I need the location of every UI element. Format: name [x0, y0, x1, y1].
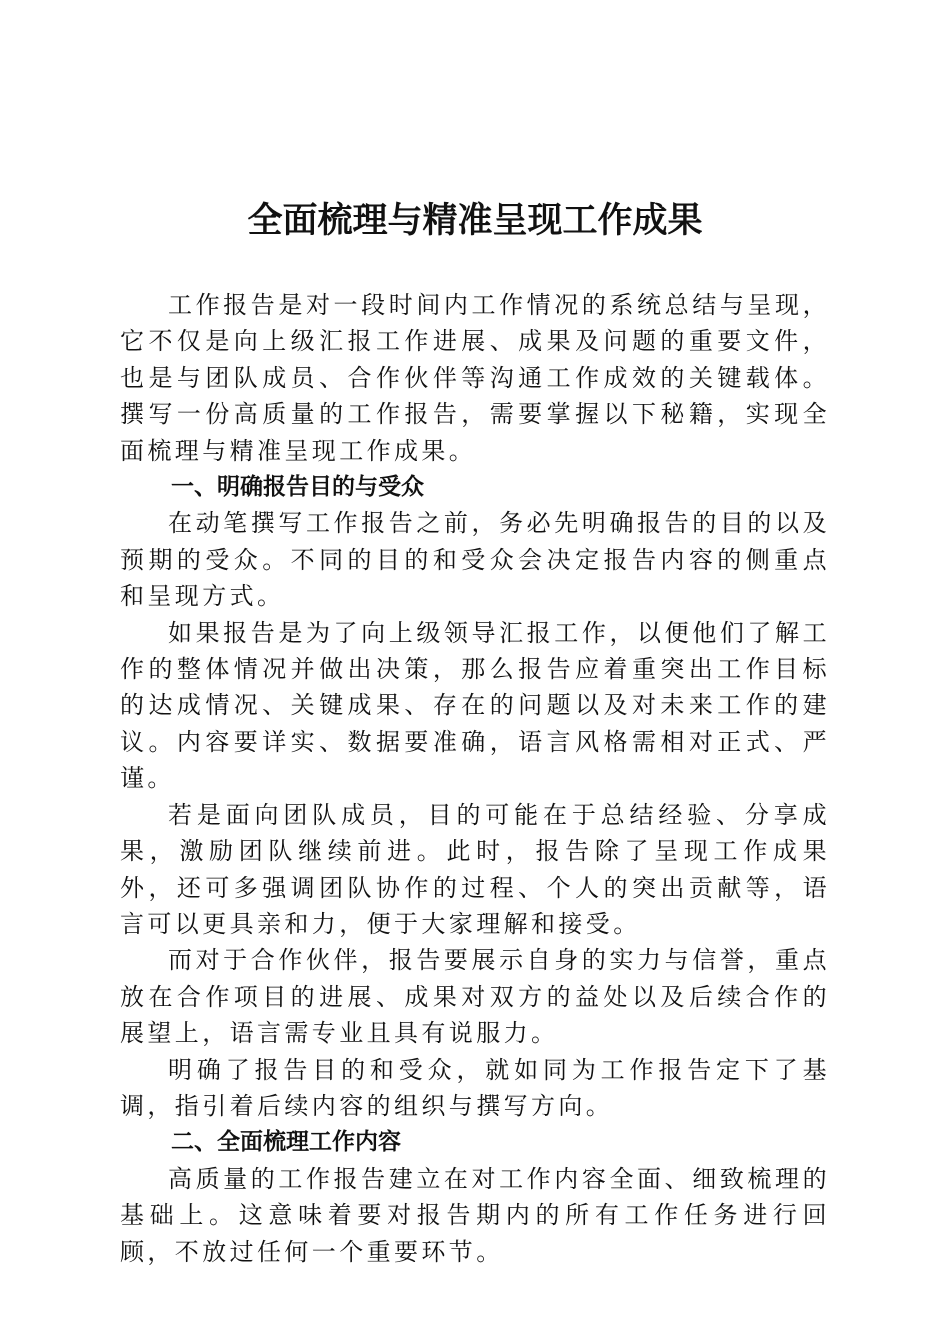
section-2-paragraph-1: 高质量的工作报告建立在对工作内容全面、细致梳理的基础上。这意味着要对报告期内的所有工作任务进行回顾，不放过任何一个重要环节。 [120, 1164, 830, 1266]
document-body [120, 287, 830, 1270]
document-title: 全面梳理与精准呈现工作成果 [247, 200, 703, 241]
intro-paragraph: 工作报告是对一段时间内工作情况的系统总结与呈现，它不仅是向上级汇报工作进展、成果及问题的重要文件，也是与团队成员、合作伙伴等沟通工作成效的关键载体。撰写一份高质量的工作报告，需要掌握以下秘籍，实现全面梳理与精准呈现工作成果。 [120, 291, 830, 465]
section-2-heading: 二、全面梳理工作内容 [171, 1129, 401, 1156]
section-1-paragraph-2: 如果报告是为了向上级领导汇报工作，以便他们了解工作的整体情况并做出决策，那么报告应着重突出工作目标的达成情况、关键成果、存在的问题以及对未来工作的建议。内容要详实、数据要准确，语言风格需相对正式、严谨。 [120, 618, 830, 793]
section-1-paragraph-4: 而对于合作伙伴，报告要展示自身的实力与信誉，重点放在合作项目的进展、成果对双方的益处以及后续合作的展望上，语言需专业且具有说服力。 [120, 946, 830, 1048]
section-1-paragraph-5: 明确了报告目的和受众，就如同为工作报告定下了基调，指引着后续内容的组织与撰写方向。 [120, 1055, 830, 1120]
section-1-paragraph-1: 在动笔撰写工作报告之前，务必先明确报告的目的以及预期的受众。不同的目的和受众会决定报告内容的侧重点和呈现方式。 [120, 509, 830, 611]
section-1-heading: 一、明确报告目的与受众 [171, 474, 424, 501]
section-1-paragraph-3: 若是面向团队成员，目的可能在于总结经验、分享成果，激励团队继续前进。此时，报告除了呈现工作成果外，还可多强调团队协作的过程、个人的突出贡献等，语言可以更具亲和力，便于大家理解和接受。 [120, 800, 830, 938]
